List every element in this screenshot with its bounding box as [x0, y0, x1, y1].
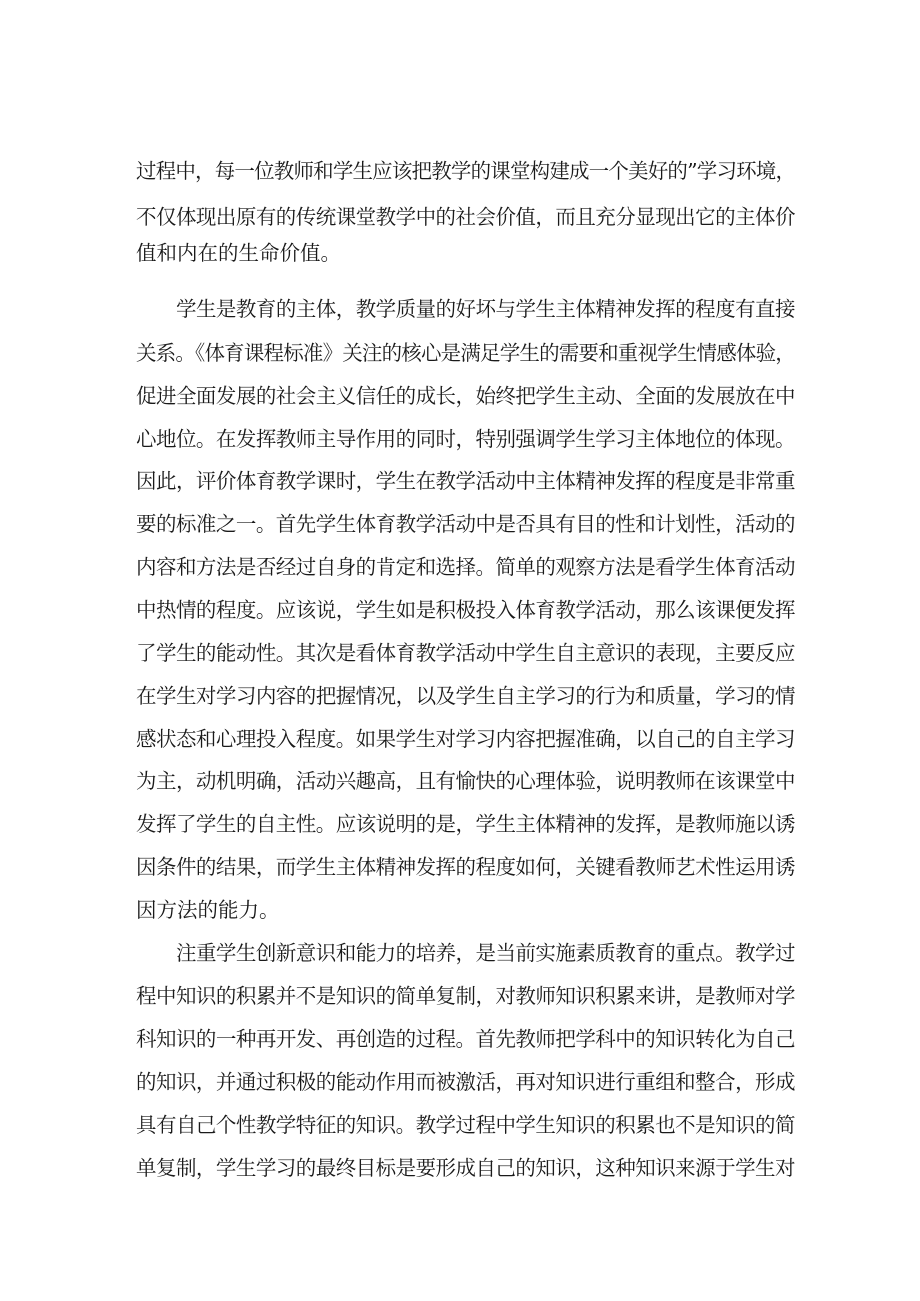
paragraph-line: 中热情的程度。应该说，学生如是积极投入体育教学活动，那么该课便发挥 [136, 598, 795, 622]
paragraph-line: 为主，动机明确，活动兴趣高，且有愉快的心理体验，说明教师在该课堂中 [136, 769, 795, 793]
paragraph-line: 不仅体现出原有的传统课堂教学中的社会价值，而且充分显现出它的主体价 [136, 205, 795, 229]
paragraph-line: 学生是教育的主体，教学质量的好坏与学生主体精神发挥的程度有直接 [176, 297, 795, 321]
paragraph-line: 要的标准之一。首先学生体育教学活动中是否具有目的性和计划性，活动的 [136, 512, 795, 536]
paragraph-line: 促进全面发展的社会主义信任的成长，始终把学生主动、全面的发展放在中 [136, 384, 795, 408]
paragraph-line: 单复制，学生学习的最终目标是要形成自己的知识，这种知识来源于学生对 [136, 1156, 795, 1180]
paragraph-line: 注重学生创新意识和能力的培养，是当前实施素质教育的重点。教学过 [176, 941, 795, 965]
paragraph-line: 心地位。在发挥教师主导作用的同时，特别强调学生学习主体地位的体现。 [136, 427, 795, 451]
paragraph-line: 因方法的能力。 [136, 898, 280, 922]
paragraph-line: 的知识，并通过积极的能动作用而被激活，再对知识进行重组和整合，形成 [136, 1070, 795, 1094]
paragraph-line: 因条件的结果，而学生主体精神发挥的程度如何，关键看教师艺术性运用诱 [136, 855, 795, 879]
paragraph-line: 内容和方法是否经过自身的肯定和选择。简单的观察方法是看学生体育活动 [136, 555, 795, 579]
paragraph-line: 因此，评价体育教学课时，学生在教学活动中主体精神发挥的程度是非常重 [136, 469, 795, 493]
paragraph-line: 感状态和心理投入程度。如果学生对学习内容把握准确，以自己的自主学习 [136, 727, 795, 751]
paragraph-line: 科知识的一种再开发、再创造的过程。首先教师把学科中的知识转化为自己 [136, 1027, 795, 1051]
paragraph-line: 发挥了学生的自主性。应该说明的是，学生主体精神的发挥，是教师施以诱 [136, 812, 795, 836]
paragraph-line: 关系。《体育课程标准》关注的核心是满足学生的需要和重视学生情感体验， [136, 341, 795, 365]
paragraph-line: 具有自己个性教学特征的知识。教学过程中学生知识的积累也不是知识的简 [136, 1113, 795, 1137]
paragraph-line: 值和内在的生命价值。 [136, 241, 341, 265]
paragraph-line: 在学生对学习内容的把握情况，以及学生自主学习的行为和质量，学习的情 [136, 684, 795, 708]
paragraph-line: 了学生的能动性。其次是看体育教学活动中学生自主意识的表现，主要反应 [136, 641, 795, 665]
paragraph-line: 程中知识的积累并不是知识的简单复制，对教师知识积累来讲，是教师对学 [136, 984, 795, 1008]
paragraph-line: 过程中，每一位教师和学生应该把教学的课堂构建成一个美好的”学习环境， [136, 159, 796, 183]
